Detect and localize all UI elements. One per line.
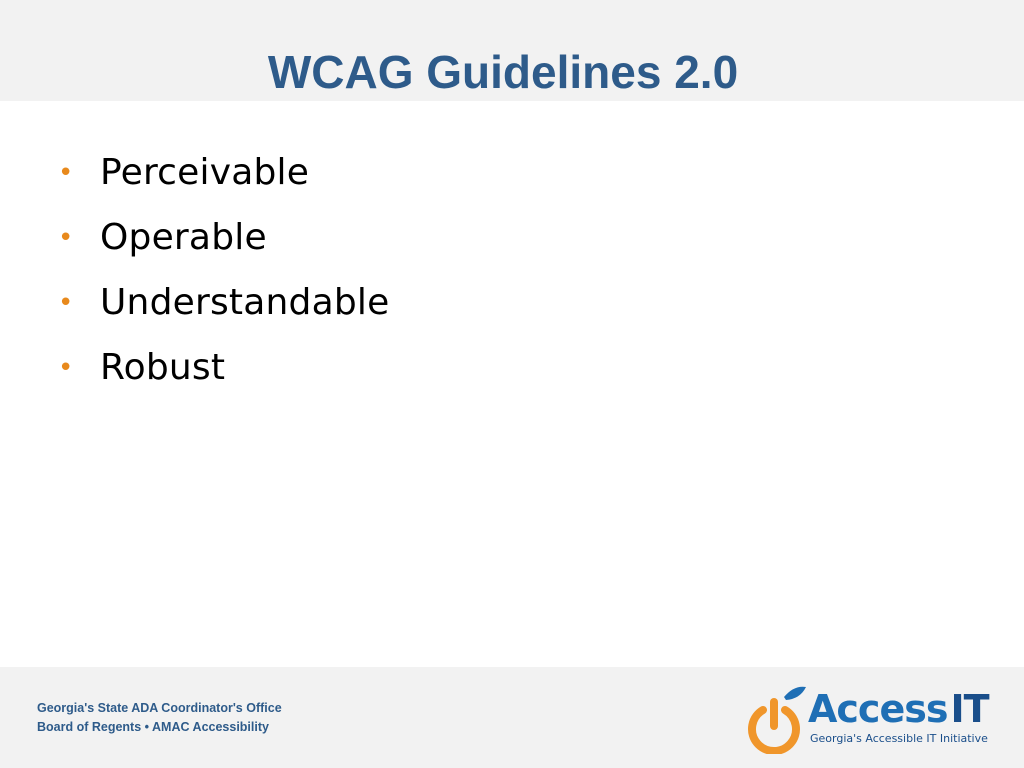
logo-tagline: Georgia's Accessible IT Initiative [810,732,988,745]
logo-wordmark [808,689,989,729]
footer-line-partners: Board of Regents • AMAC Accessibility [37,720,269,734]
footer-line-office: Georgia's State ADA Coordinator's Office [37,701,282,715]
logo-word-it: IT [950,687,989,731]
accessit-logo [744,682,994,754]
list-item [58,335,389,400]
bullet-icon: • [58,287,74,318]
list-item [58,140,389,205]
bullet-icon: • [58,352,74,383]
bullet-list [58,140,389,400]
bullet-text: Understandable [100,282,390,323]
bullet-text: Operable [100,217,267,258]
logo-word-access: Access [808,687,948,731]
list-item [58,270,389,335]
bullet-text: Robust [100,347,226,388]
slide-title: WCAG Guidelines 2.0 [267,46,739,98]
bullet-icon: • [58,222,74,253]
bullet-icon: • [58,157,74,188]
footer-credits [37,699,282,737]
power-button-icon [744,682,808,754]
bullet-text: Perceivable [100,152,310,193]
list-item [58,205,389,270]
